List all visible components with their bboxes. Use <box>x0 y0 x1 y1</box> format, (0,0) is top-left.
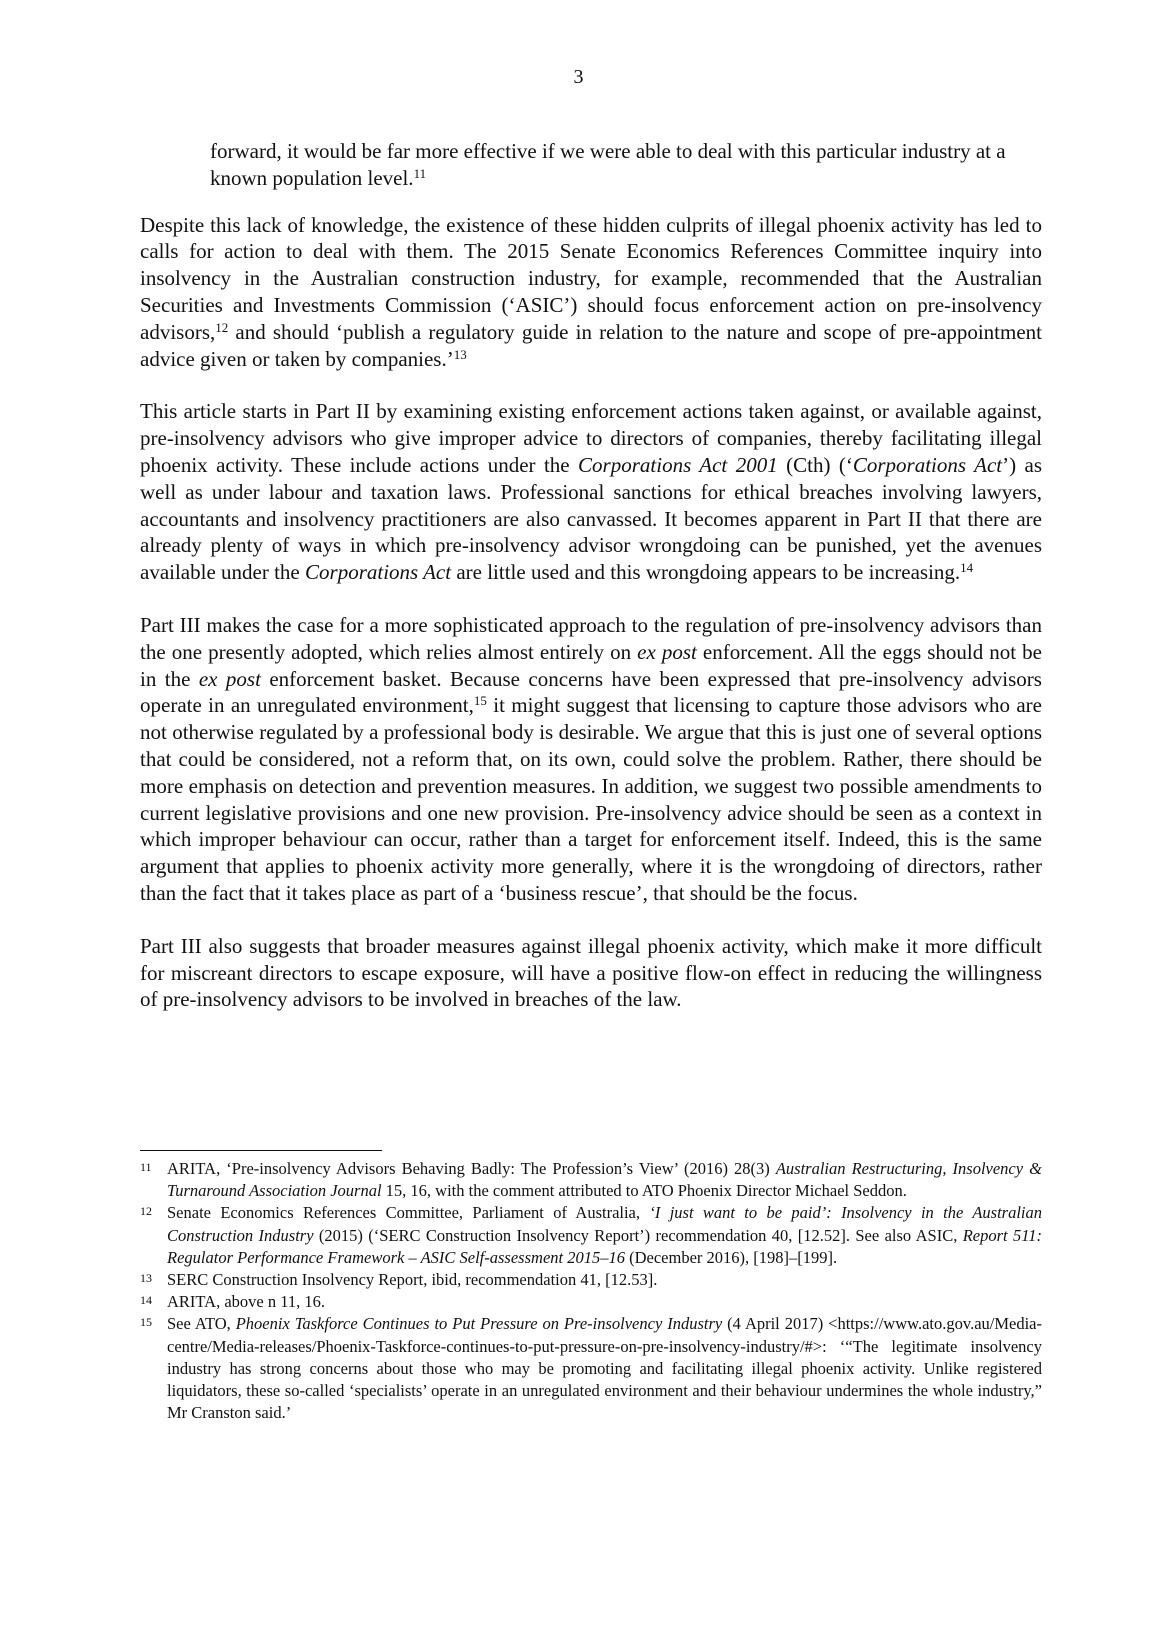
footnote-number: 11 <box>140 1160 152 1174</box>
footnote-text-part: (2015) (‘SERC Construction Insolvency Report’) recommendation 40, [12.52]. See also ASIC, <box>313 1225 963 1245</box>
paragraph-text: This article starts in Part II by examining existing enforcement actions taken against, or available against, pre-insolvency advisors who give improper advice to directors of companies, thereby facilitating illegal phoenix activity. These include actions under the <box>140 399 1042 477</box>
footnote-ref-15[interactable]: 15 <box>473 693 487 709</box>
footnote-text-part: (4 April 2017) <https://www.ato.gov.au/Media-centre/Media-releases/Phoenix-Taskforce-continues-to-put-pressure-on-pre-insolvency-industry/#>: ‘“The legitimate insolvency industry has strong concerns about those who may be promoting and facilitating illegal phoenix activity. Unlike registered liquidators, these so-called ‘specialists’ operate in an unregulated environment and their behaviour undermines the whole industry,” Mr Cranston said.’ <box>167 1314 1042 1423</box>
footnote-14 <box>140 1291 1042 1313</box>
statute-title: Corporations Act 2001 <box>578 452 778 477</box>
statute-title: Corporations Act <box>852 452 1003 477</box>
footnote-number: 14 <box>140 1293 152 1308</box>
report-title: Report 511: Regulator Performance Framework – ASIC Self-assessment 2015–16 <box>167 1225 1042 1267</box>
footnote-text-part: (December 2016), [198]–[199]. <box>624 1247 838 1267</box>
footnote-text-part: See ATO, <box>167 1314 236 1334</box>
footnote-text <box>167 1313 1042 1424</box>
paragraph-3 <box>140 612 1042 907</box>
footnote-text: ARITA, above n 11, 16. <box>167 1292 325 1312</box>
footnote-ref-13[interactable]: 13 <box>453 346 467 362</box>
page-number: 3 <box>573 66 584 88</box>
paragraph-2 <box>140 398 1042 586</box>
footnote-divider <box>140 1150 382 1151</box>
paragraph-text: enforcement basket. Because concerns have been expressed that pre-insolvency advisors operate in an unregulated environment, <box>140 666 1042 718</box>
paragraph-text: Despite this lack of knowledge, the existence of these hidden culprits of illegal phoenix activity has led to calls for action to deal with them. The 2015 Senate Economics References Committee inquiry into insolvency in the Australian construction industry, for example, recommended that the Australian Securities and Investments Commission (‘ASIC’) should focus enforcement action on pre-insolvency advisors, <box>140 212 1042 344</box>
footnote-text <box>167 1158 1042 1202</box>
paragraph-text: are little used and this wrongdoing appears to be increasing. <box>451 560 961 585</box>
paragraph-text: (Cth) (‘ <box>777 452 853 477</box>
block-quote-text: forward, it would be far more effective if we were able to deal with this particular industry at a known population level. <box>210 139 1006 190</box>
statute-title: Corporations Act <box>305 560 452 585</box>
footnote-ref-14[interactable]: 14 <box>960 560 974 576</box>
footnote-text-part: 15, 16, with the comment attributed to ATO Phoenix Director Michael Seddon. <box>381 1181 907 1201</box>
italic-term: ex post <box>637 639 697 664</box>
paragraph-text: it might suggest that licensing to capture those advisors who are not otherwise regulated by a professional body is desirable. We argue that this is just one of several options that could be considered, not a reform that, on its own, could solve the problem. Rather, there should be more emphasis on detection and prevention measures. In addition, we suggest two possible amendments to current legislative provisions and one new provision. Pre-insolvency advice should be seen as a context in which improper behaviour can occur, rather than a target for enforcement itself. Indeed, this is the same argument that applies to phoenix activity more generally, where it is the wrongdoing of directors, rather than the fact that it takes place as part of a ‘business rescue’, that should be the focus. <box>140 693 1042 905</box>
footnote-text: SERC Construction Insolvency Report, ibid, recommendation 41, [12.53]. <box>167 1270 658 1290</box>
footnote-ref-11[interactable]: 11 <box>413 165 427 181</box>
footnote-text-part: ARITA, ‘Pre-insolvency Advisors Behaving Badly: The Profession’s View’ (2016) 28(3) <box>167 1159 776 1178</box>
media-release-title: Phoenix Taskforce Continues to Put Pressure on Pre-insolvency Industry <box>235 1314 723 1334</box>
footnote-11 <box>140 1158 1042 1202</box>
report-title: ‘I just want to be paid’: Insolvency in the Australian Construction Industry <box>167 1203 1043 1245</box>
paragraph-4 <box>140 933 1042 1013</box>
footnote-number: 15 <box>140 1315 152 1330</box>
footnote-number: 13 <box>140 1271 152 1286</box>
paragraph-1 <box>140 212 1042 373</box>
paragraph-text: Part III makes the case for a more sophisticated approach to the regulation of pre-insolvency advisors than the one presently adopted, which relies almost entirely on <box>140 612 1042 664</box>
footnote-13 <box>140 1269 1042 1291</box>
italic-term: ex post <box>198 666 261 691</box>
main-text <box>140 138 1042 1039</box>
paragraph-text: Part III also suggests that broader measures against illegal phoenix activity, which make it more difficult for miscreant directors to escape exposure, will have a positive flow-on effect in reducing the willingness of pre-insolvency advisors to be involved in breaches of the law. <box>140 933 1042 1012</box>
paragraph-text: enforcement. All the eggs should not be in the <box>140 639 1042 691</box>
footnote-number: 12 <box>140 1204 152 1219</box>
block-quote <box>210 138 1010 192</box>
paragraph-text: and should ‘publish a regulatory guide in relation to the nature and scope of pre-appointment advice given or taken by companies.’ <box>140 319 1042 371</box>
footnote-text-part: Senate Economics References Committee, Parliament of Australia, <box>167 1203 650 1223</box>
footnotes <box>140 1158 1042 1424</box>
footnote-text <box>167 1202 1042 1269</box>
journal-title: Australian Restructuring, Insolvency & Turnaround Association Journal <box>167 1159 1042 1201</box>
footnote-12 <box>140 1202 1042 1269</box>
paragraph-text: ’) as well as under labour and taxation laws. Professional sanctions for ethical breaches involving lawyers, accountants and insolvency practitioners are also canvassed. It becomes apparent in Part II that there are already plenty of ways in which pre-insolvency advisor wrongdoing can be punished, yet the avenues available under the <box>140 452 1043 585</box>
footnote-15 <box>140 1313 1042 1424</box>
footnote-ref-12[interactable]: 12 <box>215 319 229 335</box>
